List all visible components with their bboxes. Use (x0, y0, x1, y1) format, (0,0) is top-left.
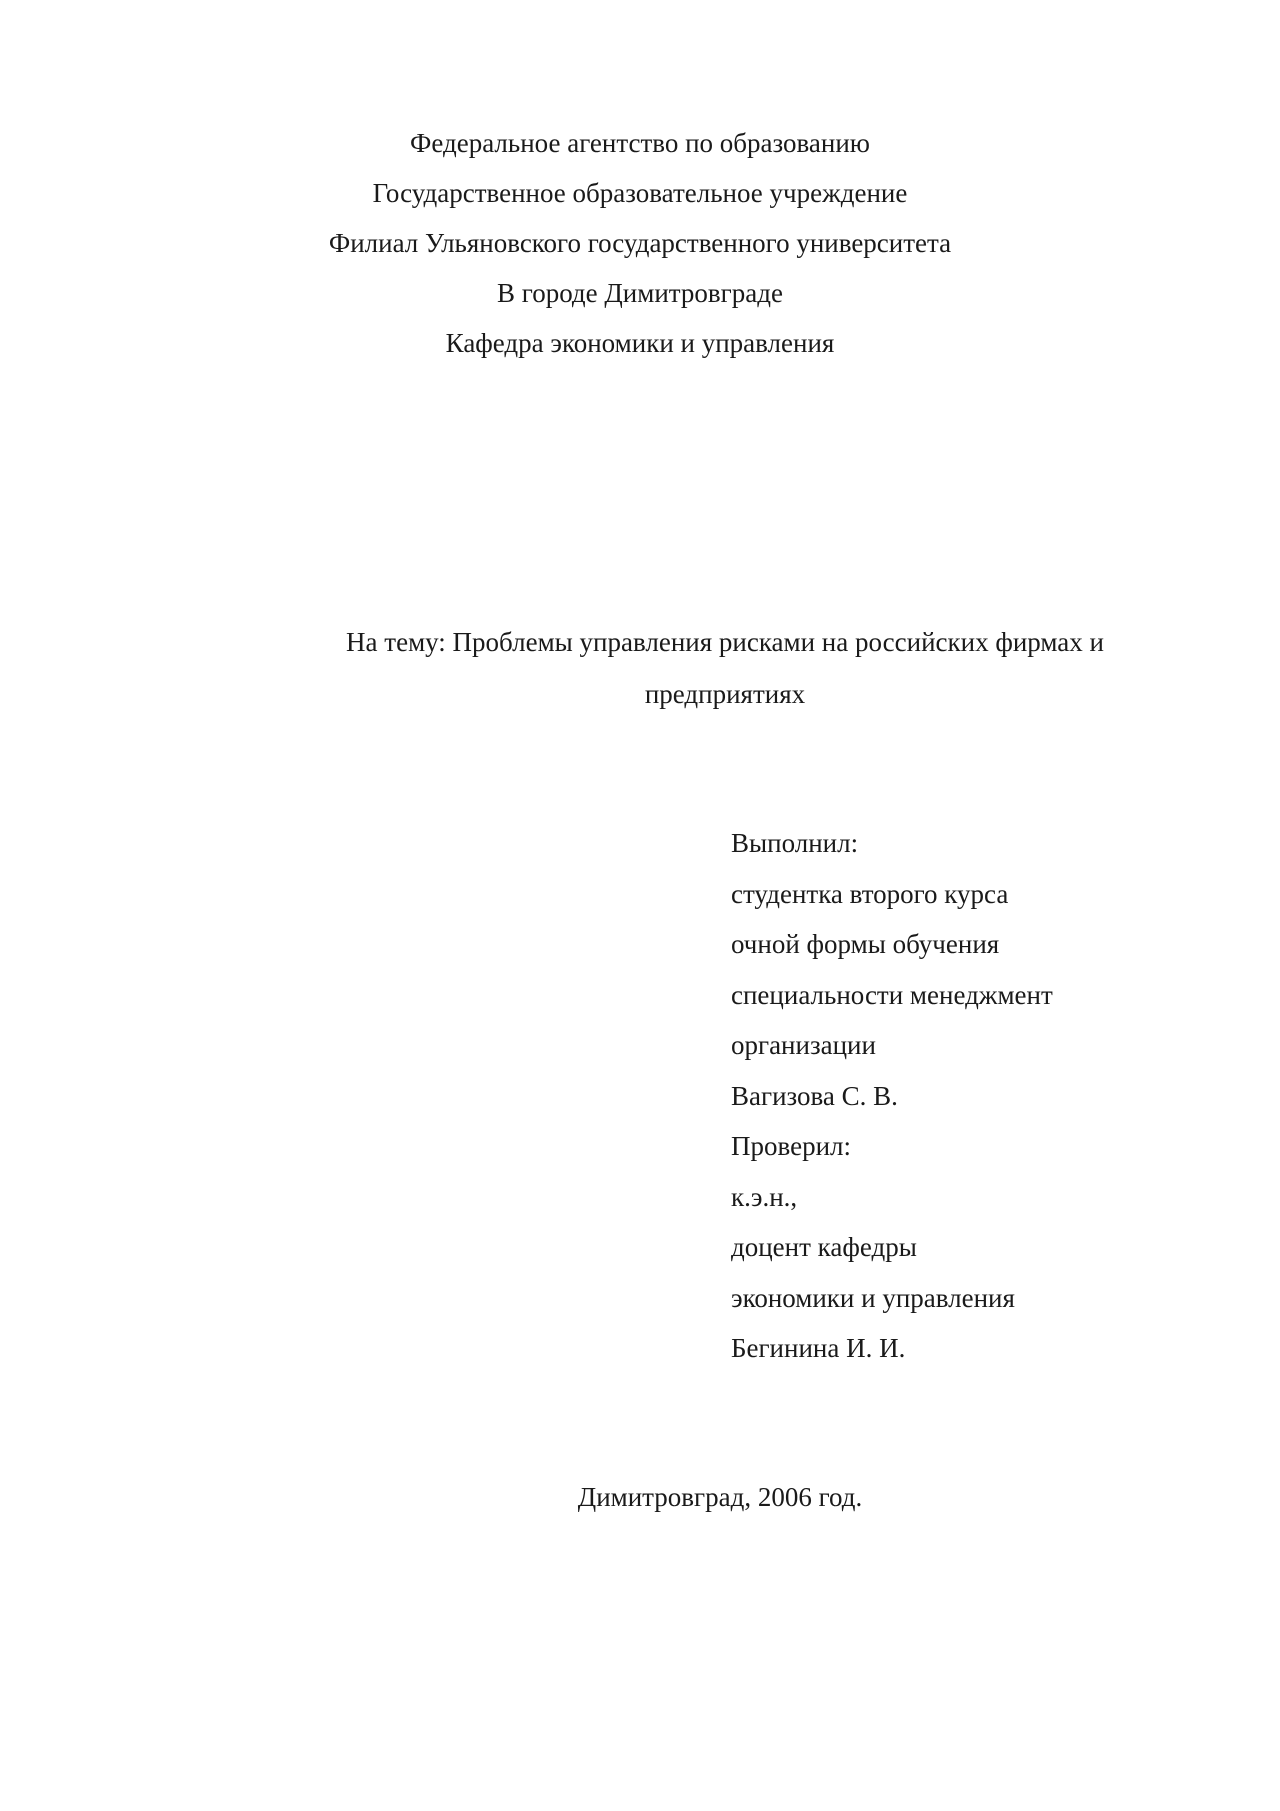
credits-supervisor-name: Бегинина И. И. (731, 1333, 906, 1363)
paper-topic: На тему: Проблемы управления рисками на российских фирмах и предприятиях (346, 627, 1104, 709)
credits-checked-label: Проверил: (731, 1131, 851, 1161)
header-line-department: Кафедра экономики и управления (445, 328, 835, 358)
credits-block (731, 818, 1191, 1374)
header-line-branch: Филиал Ульяновского государственного университета (328, 228, 952, 258)
credits-performed-label: Выполнил: (731, 828, 859, 858)
credits-degree: к.э.н., (731, 1181, 798, 1212)
credits-position: доцент кафедры (731, 1232, 917, 1262)
header-line-city: В городе Димитровграде (497, 278, 783, 308)
city-year-footer: Димитровград, 2006 год. (577, 1482, 863, 1512)
credits-department: экономики и управления (731, 1282, 1015, 1313)
credits-student-name: Вагизова С. В. (731, 1080, 898, 1111)
credits-student-year: студентка второго курса (731, 878, 1009, 909)
header-line-institution: Государственное образовательное учреждение (372, 178, 908, 208)
header-line-agency: Федеральное агентство по образованию (410, 128, 870, 158)
credits-specialty: специальности менеджмент (731, 979, 1053, 1010)
credits-study-form: очной формы обучения (731, 929, 1000, 959)
credits-specialty-cont: организации (731, 1030, 876, 1060)
institution-header (0, 118, 1280, 368)
